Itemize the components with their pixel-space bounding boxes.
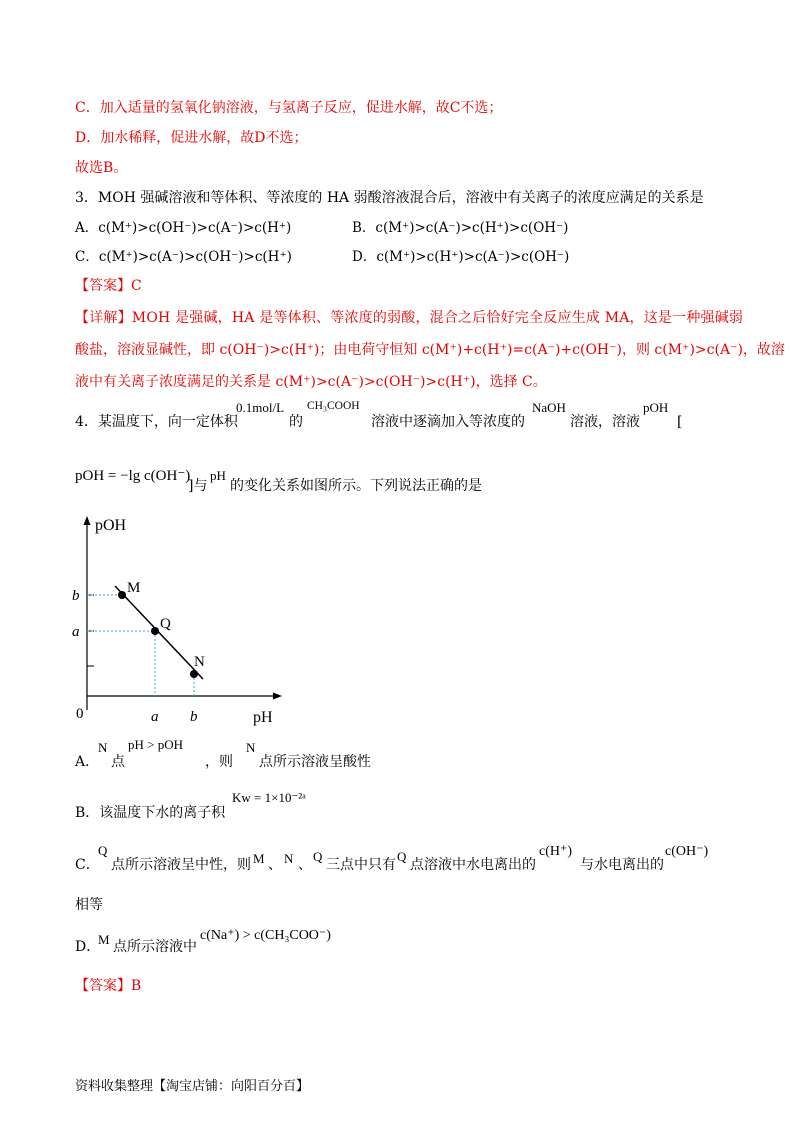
q4-option-c-text3: 点溶液中水电离出的 [410, 857, 536, 873]
point-n-label: N [194, 654, 205, 670]
q3-explanation-line3: 液中有关离子浓度满足的关系是 c(M⁺)>c(A⁻)>c(OH⁻)>c(H⁺)，选择 C。 [75, 374, 547, 390]
q3-option-b: B．c(M⁺)>c(A⁻)>c(H⁺)>c(OH⁻) [352, 220, 569, 236]
q4-option-c-n: N [284, 851, 294, 866]
q4-option-c-text1: 点所示溶液呈中性，则 [111, 857, 251, 873]
prev-conclusion: 故选B。 [75, 160, 128, 176]
q4-option-b-kw: Kw = 1×10⁻²ᵃ [232, 790, 306, 805]
q3-stem: 3．MOH 强碱溶液和等体积、等浓度的 HA 弱酸溶液混合后，溶液中有关离子的浓度应满足的关系是 [75, 190, 704, 206]
q4-option-a-inequality: pH > pOH [128, 737, 183, 752]
q4-poh-label: pOH [643, 400, 669, 415]
q4-option-a-text1: 点 [111, 754, 125, 770]
poh-ph-line [115, 586, 203, 679]
q4-option-c-q3: Q [397, 849, 407, 864]
y-tick-label-a: a [72, 624, 80, 640]
point-q-label: Q [160, 616, 171, 632]
q3-option-c: C．c(M⁺)>c(A⁻)>c(OH⁻)>c(H⁺) [75, 249, 292, 265]
prev-answer-c: C．加入适量的氢氧化钠溶液，与氢离子反应，促进水解，故C不选； [75, 100, 503, 116]
y-axis-label: pOH [95, 517, 127, 534]
q4-base: NaOH [532, 400, 566, 415]
q3-answer: 【答案】C [75, 278, 142, 294]
q4-acid: CH₃COOH [307, 400, 360, 412]
q4-option-c-m: M [253, 851, 265, 866]
q4-option-d-text1: 点所示溶液中 [113, 939, 197, 955]
q4-option-a-n2: N [246, 740, 256, 755]
x-tick-label-b: b [190, 709, 198, 725]
q4-stem-part2: 的 [289, 414, 303, 430]
q4-option-c-oh-concentration: c(OH⁻) [665, 844, 709, 859]
point-q [151, 627, 159, 635]
q4-option-c-text2: 三点中只有 [326, 857, 396, 873]
q4-option-a-text3: 点所示溶液呈酸性 [259, 754, 371, 770]
q4-option-c-sep1: 、 [268, 857, 282, 873]
q4-stem-part6: 的变化关系如图所示。下列说法正确的是 [230, 478, 482, 494]
q4-stem-part1: 4．某温度下，向一定体积 [75, 414, 238, 430]
y-axis-arrow [84, 516, 91, 525]
q4-option-a-text2: ，则 [205, 754, 233, 770]
q4-option-b-text: B．该温度下水的离子积 [75, 805, 226, 821]
q4-stem-part3: 溶液中逐滴加入等浓度的 [371, 414, 525, 430]
x-axis-arrow [273, 693, 282, 700]
q4-concentration: 0.1mol/L [236, 400, 285, 415]
q4-option-a-n1: N [98, 740, 108, 755]
q4-option-c-sep2: 、 [298, 857, 312, 873]
q4-option-c-h-concentration: c(H⁺) [539, 844, 573, 859]
origin-label: 0 [76, 706, 84, 722]
q4-option-c-prefix: C． [75, 857, 100, 873]
point-m [118, 591, 126, 599]
q3-explanation-line1: 【详解】MOH 是强碱，HA 是等体积、等浓度的弱酸，混合之后恰好完全反应生成 MA，这是一种强碱弱 [75, 310, 744, 326]
y-tick-label-b: b [72, 588, 80, 604]
q4-option-c-text5: 相等 [75, 897, 103, 913]
q4-stem-part4: 溶液，溶液 [570, 414, 640, 430]
q4-option-d-m: M [98, 932, 110, 947]
q4-stem-part5: ]与 [188, 478, 208, 494]
q4-option-d-prefix: D． [75, 939, 101, 955]
q3-option-d: D．c(M⁺)>c(H⁺)>c(A⁻)>c(OH⁻) [352, 249, 570, 265]
x-axis-label: pH [253, 709, 273, 726]
point-n [190, 670, 198, 678]
q4-option-c-q: Q [98, 843, 108, 858]
q3-option-a: A．c(M⁺)>c(OH⁻)>c(A⁻)>c(H⁺) [75, 220, 292, 236]
q4-option-c-text4: 与水电离出的 [580, 857, 664, 873]
q4-option-a-prefix: A． [75, 754, 100, 770]
q4-answer: 【答案】B [75, 978, 142, 994]
q4-open-bracket: [ [677, 414, 683, 430]
q3-explanation-line2: 酸盐，溶液显碱性，即 c(OH⁻)>c(H⁺)；由电荷守恒知 c(M⁺)+c(H⁺)=c(A⁻)+c(OH⁻)，则 c(M⁺)>c(A⁻)，故溶 [75, 342, 785, 358]
q4-option-d-expression: c(Na⁺) > c(CH₃COO⁻) [200, 928, 331, 943]
point-m-label: M [127, 580, 141, 596]
poh-ph-graph [60, 510, 310, 730]
prev-answer-d: D．加水稀释，促进水解，故D不选； [75, 130, 308, 146]
x-tick-label-a: a [151, 709, 159, 725]
page-footer: 资料收集整理【淘宝店铺：向阳百分百】 [75, 1079, 310, 1094]
q4-poh-definition: pOH = −lg c(OH⁻) [75, 468, 191, 484]
q4-ph-label: pH [210, 468, 226, 483]
q4-option-c-q2: Q [313, 849, 323, 864]
